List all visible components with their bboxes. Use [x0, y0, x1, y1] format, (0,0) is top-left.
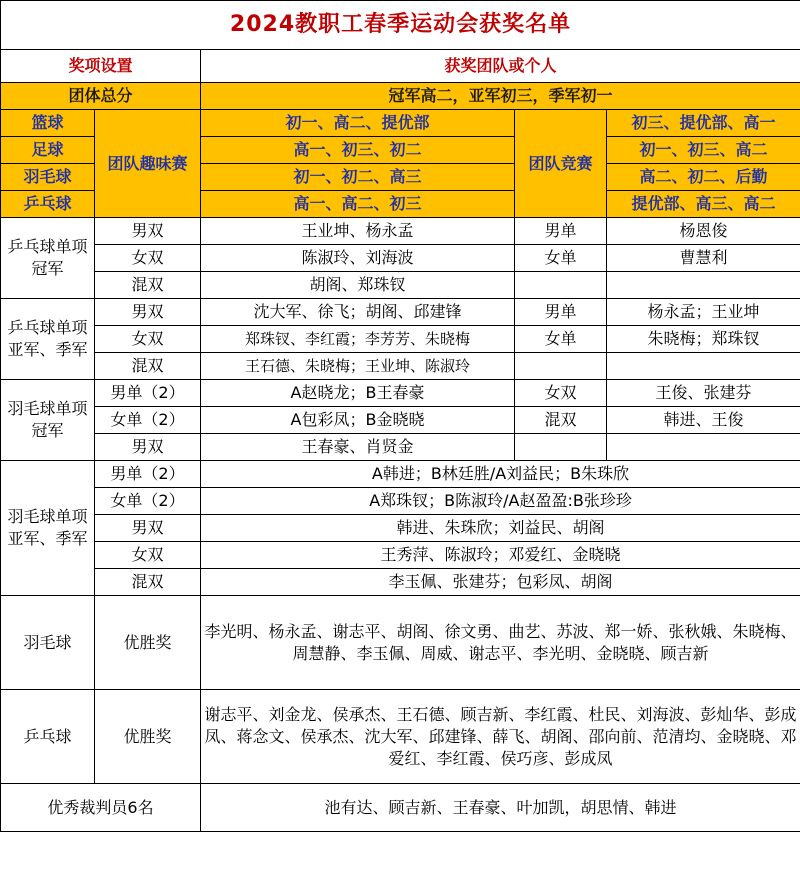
compete-winners-basketball: 初三、提优部、高一 [607, 110, 800, 137]
referees-names: 池有达、顾吉新、王春豪、叶加凯，胡思情、韩进 [201, 784, 800, 832]
pp-champion-event2: 男单 [515, 218, 607, 245]
fun-winners-football: 高一、初三、初二 [201, 137, 515, 164]
pp-champion-event: 女双 [95, 245, 201, 272]
bd-excellence-award: 优胜奖 [95, 596, 201, 690]
bd-excellence-names: 李光明、杨永孟、谢志平、胡阁、徐文勇、曲艺、苏波、郑一娇、张秋娥、朱晓梅、周慧静、李玉佩、周威、谢志平、李光明、金晓晓、顾吉新 [201, 596, 800, 690]
bd-champion-winners2 [607, 434, 800, 461]
pp-runner-event: 男双 [95, 299, 201, 326]
team-total-value: 冠军高二，亚军初三，季军初一 [201, 83, 800, 110]
pp-runner-winners: 沈大军、徐飞；胡阁、邱建锋 [201, 299, 515, 326]
compete-winners-pingpong: 提优部、高三、高二 [607, 191, 800, 218]
bd-runner-winners: A郑珠钗；B陈淑玲/A赵盈盈:B张珍珍 [201, 488, 800, 515]
bd-champion-winners2: 韩进、王俊 [607, 407, 800, 434]
fun-sport-pingpong: 乒乓球 [1, 191, 95, 218]
pp-runner-event2: 女单 [515, 326, 607, 353]
pp-champion-winners2: 曹慧利 [607, 245, 800, 272]
fun-games-group-label: 团队趣味赛 [95, 110, 201, 218]
pp-champion-winners2 [607, 272, 800, 299]
bd-champion-event: 男单（2） [95, 380, 201, 407]
fun-sport-football: 足球 [1, 137, 95, 164]
pp-champion-winners: 胡阁、郑珠钗 [201, 272, 515, 299]
pp-runner-winners2: 杨永孟；王业坤 [607, 299, 800, 326]
pp-runner-winners: 王石德、朱晓梅；王业坤、陈淑玲 [201, 353, 515, 380]
pp-runner-event2: 男单 [515, 299, 607, 326]
pp-champion-event: 男双 [95, 218, 201, 245]
pp-champion-event2: 女单 [515, 245, 607, 272]
bd-runner-winners: A韩进；B林廷胜/A刘益民；B朱珠欣 [201, 461, 800, 488]
pp-excellence-names: 谢志平、刘金龙、侯承杰、王石德、顾吉新、李红霞、杜民、刘海波、彭灿华、彭成凤、蒋念文、侯承杰、沈大军、邱建锋、薛飞、胡阁、邵向前、范清均、金晓晓、邓爱红、李红霞、侯巧彦、彭成凤 [201, 690, 800, 784]
pp-champion-event: 混双 [95, 272, 201, 299]
header-award-setting: 奖项设置 [1, 50, 201, 83]
pp-runner-winners: 郑珠钗、李红霞；李芳芳、朱晓梅 [201, 326, 515, 353]
bd-runner-label: 羽毛球单项亚军、季军 [1, 461, 95, 596]
bd-runner-winners: 李玉佩、张建芬；包彩凤、胡阁 [201, 569, 800, 596]
fun-sport-badminton: 羽毛球 [1, 164, 95, 191]
pp-runner-winners2 [607, 353, 800, 380]
bd-runner-event: 女单（2） [95, 488, 201, 515]
bd-champion-winners: A包彩凤；B金晓晓 [201, 407, 515, 434]
pp-champion-winners: 王业坤、杨永孟 [201, 218, 515, 245]
pp-runner-event: 混双 [95, 353, 201, 380]
fun-winners-pingpong: 高一、高二、初三 [201, 191, 515, 218]
compete-group-label: 团队竞赛 [515, 110, 607, 218]
pp-champion-winners: 陈淑玲、刘海波 [201, 245, 515, 272]
header-winners: 获奖团队或个人 [201, 50, 800, 83]
pp-excellence-award: 优胜奖 [95, 690, 201, 784]
compete-winners-football: 初一、初三、高二 [607, 137, 800, 164]
bd-champion-label: 羽毛球单项冠军 [1, 380, 95, 461]
bd-runner-event: 男双 [95, 515, 201, 542]
referees-label: 优秀裁判员6名 [1, 784, 201, 832]
bd-champion-winners2: 王俊、张建芬 [607, 380, 800, 407]
bd-runner-event: 男单（2） [95, 461, 201, 488]
bd-champion-winners: 王春豪、肖贤金 [201, 434, 515, 461]
bd-champion-event2: 混双 [515, 407, 607, 434]
compete-winners-badminton: 高二、初二、后勤 [607, 164, 800, 191]
bd-runner-event: 女双 [95, 542, 201, 569]
pp-champion-event2 [515, 272, 607, 299]
fun-sport-basketball: 篮球 [1, 110, 95, 137]
pp-runner-event: 女双 [95, 326, 201, 353]
pp-champion-winners2: 杨恩俊 [607, 218, 800, 245]
team-total-label: 团体总分 [1, 83, 201, 110]
bd-champion-event: 女单（2） [95, 407, 201, 434]
bd-champion-winners: A赵晓龙；B王春豪 [201, 380, 515, 407]
bd-runner-winners: 韩进、朱珠欣；刘益民、胡阁 [201, 515, 800, 542]
bd-champion-event2: 女双 [515, 380, 607, 407]
pp-excellence-sport: 乒乓球 [1, 690, 95, 784]
bd-champion-event: 男双 [95, 434, 201, 461]
bd-champion-event2 [515, 434, 607, 461]
pp-runner-winners2: 朱晓梅；郑珠钗 [607, 326, 800, 353]
pp-runner-label: 乒乓球单项亚军、季军 [1, 299, 95, 380]
bd-excellence-sport: 羽毛球 [1, 596, 95, 690]
page-title: 2024教职工春季运动会获奖名单 [1, 1, 800, 50]
bd-runner-winners: 王秀萍、陈淑玲；邓爱红、金晓晓 [201, 542, 800, 569]
pp-champion-label: 乒乓球单项冠军 [1, 218, 95, 299]
fun-winners-badminton: 初一、初二、高三 [201, 164, 515, 191]
pp-runner-event2 [515, 353, 607, 380]
bd-runner-event: 混双 [95, 569, 201, 596]
fun-winners-basketball: 初一、高二、提优部 [201, 110, 515, 137]
